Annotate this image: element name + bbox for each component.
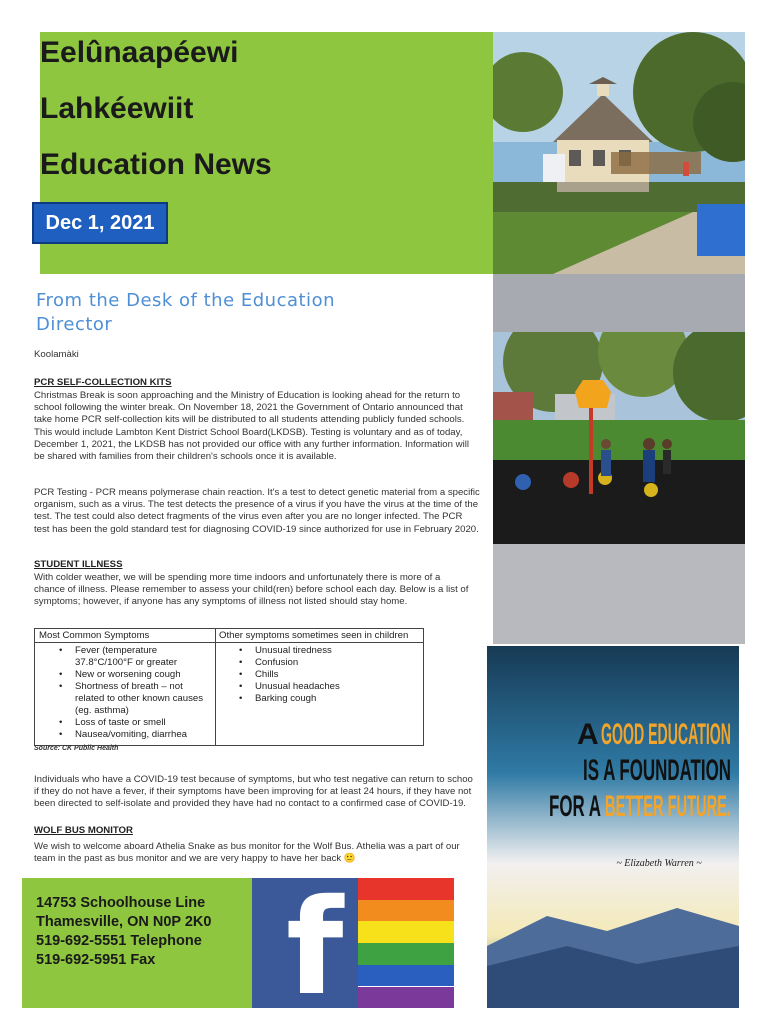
pcr-heading: PCR SELF-COLLECTION KITS [34,377,172,388]
symptoms-source: Source: CK Public Health [34,745,119,752]
rainbow-stripe-red [358,878,454,900]
symptom-item: • New or worsening cough [75,669,215,681]
poster-line-1-a: A [577,718,599,751]
masthead-title-line-3: Education News [40,148,272,181]
facebook-f-glyph: f [286,871,344,1025]
symptom-item: • Chills [255,669,423,681]
pcr-paragraph: Christmas Break is soon approaching and the Ministry of Education is looking ahead for the return to school following the winter break. On November 18, 2021 the Government of Ontario announced that take home PCR self-collection kits will be distributed to all students attending publicly funded schools. This would include Lambton Kent District School Board(LKDSB). Testing is voluntary and as of today, December 1, 2021, the LKDSB has not provided our office with any further information. Information will be shared with families from their children's schools once it is available. [34,390,469,463]
illness-heading: STUDENT ILLNESS [34,559,123,570]
smiley-emoji-icon: 🙂 [343,853,356,865]
symptom-item: • Unusual headaches [255,681,423,693]
phone-number: 519-692-5551 Telephone [36,933,202,949]
education-quote-poster [487,646,739,1008]
rainbow-stripe-orange [358,900,454,922]
symptom-item: • Unusual tiredness [255,645,423,657]
issue-date-badge: Dec 1, 2021 [32,202,168,244]
symptom-item: • Fever (temperature 37.8°C/100°F or greater [75,645,215,669]
rainbow-stripe-green [358,943,454,965]
bus-monitor-paragraph: We wish to welcome aboard Athelia Snake as bus monitor for the Wolf Bus. Athelia was a part of our team in the past as bus monitor and we are very happy to have her back 🙂 [34,841,460,865]
address-line-2: Thamesville, ON N0P 2K0 [36,914,212,930]
fax-number: 519-692-5951 Fax [36,952,156,968]
schoolhouse-photo [493,32,745,274]
rainbow-stripe-yellow [358,921,454,943]
gray-divider-bar-2 [493,544,745,644]
common-symptoms-header: Most Common Symptoms [35,629,215,643]
symptom-item: • Confusion [255,657,423,669]
address-line-1: 14753 Schoolhouse Line [36,895,206,911]
symptoms-table [34,628,424,746]
return-to-school-paragraph: Individuals who have a COVID-19 test because of symptoms, but who test negative can return to schoo if they do not have a fever, if their symptoms have been improving for at least 24 hours, if they have not been directed to self-isolate and provided they have had no contact to a confirmed case of COVID-19. [34,774,473,810]
masthead-title-line-2: Lahkéewiit [40,92,194,125]
symptom-item: • Shortness of breath – not related to other known causes (eg. asthma) [75,681,215,717]
section-title-line-1: From the Desk of the Education [36,290,335,311]
other-symptoms-header: Other symptoms sometimes seen in children [215,629,423,643]
masthead-title-line-1: Eelûnaapéewi [40,36,239,69]
rainbow-stripe-blue [358,965,454,987]
other-symptoms-column [215,629,423,745]
gray-divider-bar [493,274,745,332]
illness-paragraph: With colder weather, we will be spending more time indoors and unfortunately there is more of a chance of illness. Please remember to assess your child(ren) before school each day. Below is a list of symptoms; however, if anyone has any symptoms of illness not listed should stay home. [34,572,469,608]
poster-line-3-a: FOR A [549,790,601,823]
symptom-item: • Barking cough [255,693,423,705]
bus-monitor-heading: WOLF BUS MONITOR [34,825,133,836]
section-title-line-2: Director [36,314,113,335]
poster-author: ~ Elizabeth Warren ~ [616,858,702,869]
common-symptoms-column [35,629,216,745]
playground-photo [493,332,745,544]
symptom-item: • Nausea/vomiting, diarrhea [75,729,215,741]
rainbow-stripe-purple [358,987,454,1009]
poster-line-1-b: GOOD EDUCATION [601,718,731,751]
poster-line-2: IS A FOUNDATION [583,754,731,787]
greeting: Koolamàki [34,349,79,360]
poster-line-3-b: BETTER FUTURE. [605,790,731,823]
pcr-testing-paragraph: PCR Testing - PCR means polymerase chain reaction. It's a test to detect genetic material from a specific organism, such as a virus. The test detects the presence of a virus if you have the virus at the time of the test. The test could also detect fragments of the virus even after you are no longer infected. The PCR test has been the gold standard test for diagnosing COVID-19 since authorized for use in February 2020. [34,487,480,535]
symptom-item: • Loss of taste or smell [75,717,215,729]
